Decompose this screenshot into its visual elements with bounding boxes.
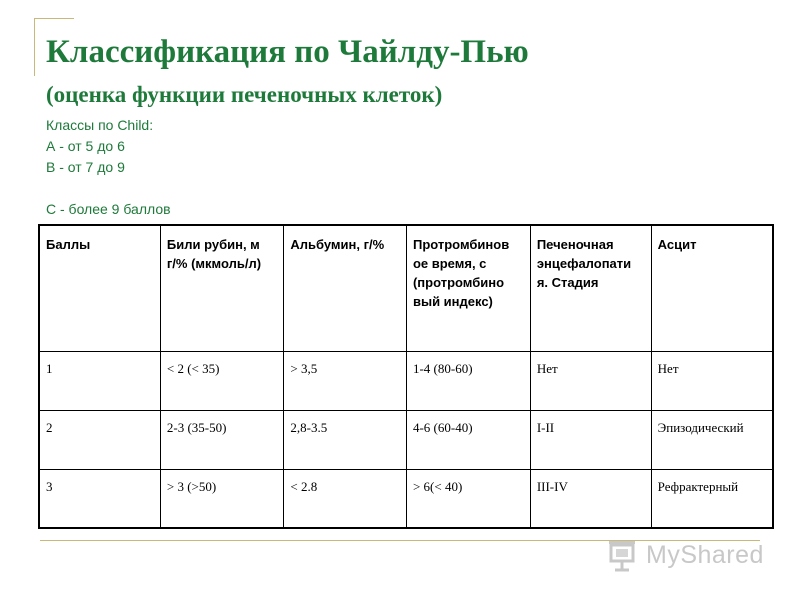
table-cell: 3: [39, 469, 160, 528]
header-bilirubin: Били рубин, м г/% (мкмоль/л): [160, 225, 283, 351]
page-subtitle: (оценка функции печеночных клеток): [46, 82, 443, 107]
classes-heading: Классы по Child:: [46, 117, 154, 133]
class-b: В - от 7 до 9: [46, 159, 125, 175]
myshared-logo: [606, 537, 766, 573]
table-cell: > 6(< 40): [406, 469, 530, 528]
header-albumin: Альбумин, г/%: [284, 225, 407, 351]
table-header-row: [39, 225, 773, 351]
frame-line-top: [34, 18, 74, 19]
class-a: А - от 5 до 6: [46, 138, 125, 154]
table-cell: Рефрактерный: [651, 469, 773, 528]
table-row: [39, 351, 773, 410]
table-row: [39, 410, 773, 469]
class-c: С - более 9 баллов: [46, 201, 171, 217]
table-cell: Эпизодический: [651, 410, 773, 469]
table-cell: 2,8-3.5: [284, 410, 407, 469]
table-cell: 2: [39, 410, 160, 469]
header-encephalopathy: Печеночная энцефалопати я. Стадия: [530, 225, 651, 351]
page-title: Классификация по Чайлду-Пью: [46, 34, 529, 70]
classes-list: [46, 115, 171, 220]
table-cell: 1-4 (80-60): [406, 351, 530, 410]
table-cell: 1: [39, 351, 160, 410]
table-cell: I-II: [530, 410, 651, 469]
header-ascites: Асцит: [651, 225, 773, 351]
child-pugh-table: [38, 224, 774, 529]
table-cell: III-IV: [530, 469, 651, 528]
header-points: Баллы: [39, 225, 160, 351]
logo-text: MyShared: [646, 541, 764, 569]
spacer: [46, 178, 171, 199]
header-prothrombin: Протромбинов ое время, с (протромбино вый индекс): [406, 225, 530, 351]
table-cell: 4-6 (60-40): [406, 410, 530, 469]
table-cell: < 2 (< 35): [160, 351, 283, 410]
frame-line-left: [34, 18, 35, 76]
table-cell: Нет: [530, 351, 651, 410]
table-row: [39, 469, 773, 528]
monitor-presentation-icon: [606, 537, 642, 573]
table-cell: Нет: [651, 351, 773, 410]
table-cell: < 2.8: [284, 469, 407, 528]
table-cell: 2-3 (35-50): [160, 410, 283, 469]
table-cell: > 3 (>50): [160, 469, 283, 528]
table-cell: > 3,5: [284, 351, 407, 410]
